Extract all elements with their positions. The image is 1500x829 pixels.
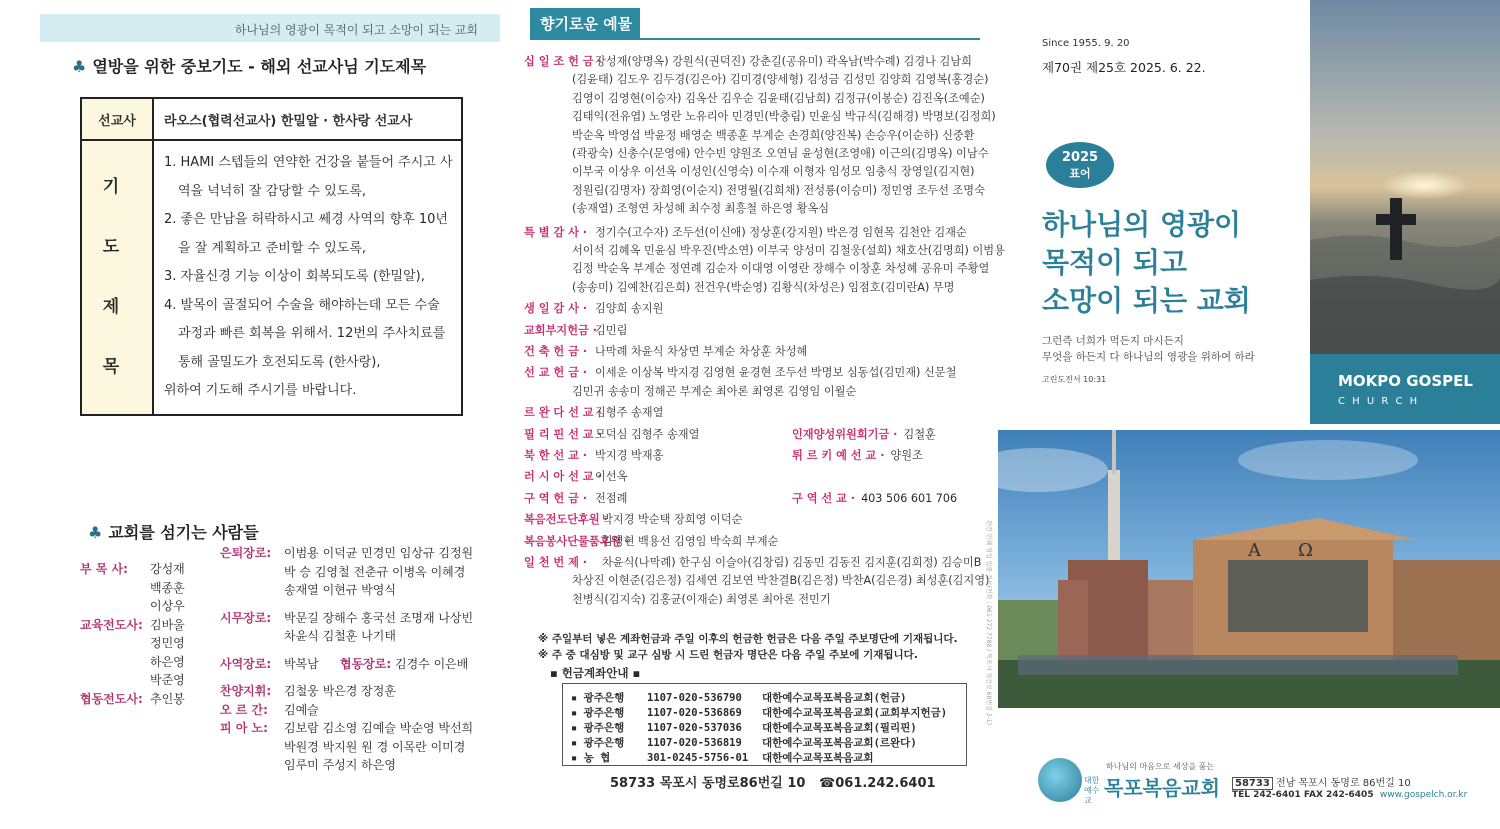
offering-names: 전점례 [595, 491, 628, 505]
brand-title: MOKPO GOSPEL [1338, 372, 1473, 390]
footer-address: 58733 전남 목포시 동명로 86번길 10 [1232, 774, 1411, 789]
offering-panel [500, 0, 1005, 829]
staff-section-title: ♣ 교회를 섬기는 사람들 [88, 523, 259, 542]
offering-row-label: 일 천 번 제 · [524, 556, 588, 569]
staff-row: 부 목 사: 강성재 [80, 562, 185, 576]
staff-line: 박원경 박지원 원 경 이목란 이미경 [284, 739, 466, 754]
prayer-label-cell [81, 140, 153, 415]
cover-panel [998, 0, 1500, 829]
offering-row-label: 특 별 감 사 · [524, 225, 588, 239]
missionary-label: 선교사 [81, 98, 153, 140]
offering-right-row: 튀 르 키 예 선 교 · 양원조 [792, 449, 923, 462]
offering-names: 차상진 이현준(김은정) 김세연 김보연 박찬결B(김은정) 박찬A(김은경) 최성훈(김지영) [572, 574, 990, 588]
account-title: ▪ 헌금계좌안내 ▪ [550, 666, 641, 680]
sun-glow [1380, 170, 1470, 200]
account-row: ▪ 광주은행 1107-020-537036 대한예수교목포복음교회(필리핀) [571, 722, 917, 734]
staff-line: 임루미 주성지 하은영 [284, 758, 396, 772]
offering-names: 김형주 송재열 [595, 406, 664, 420]
prayer-item: 2. 좋은 만남을 허락하시고 쎄경 사역의 향후 10년을 잘 계획하고 준비할 수 있도록, [164, 212, 448, 256]
offering-row-label: 생 일 감 사 · [524, 302, 588, 316]
staff-row: 은퇴장로: 이범용 이덕균 민경민 임상규 김정원 [220, 546, 474, 560]
offering-row-label: 북 한 선 교 · [524, 449, 588, 462]
motto-badge: 2025 표어 [1046, 142, 1114, 188]
prayer-table [80, 97, 463, 416]
offering-names: (곽광숙) 신총수(문영애) 안수빈 양원조 오연님 윤성현(조영애) 이근의(김명옥) 이남수 [572, 147, 989, 160]
offering-names: 김정 박순옥 부계순 정연례 김순자 이대영 이영란 장해수 이창훈 차성혜 공유미 주황열 [572, 262, 990, 276]
account-row: ▪ 광주은행 1107-020-536819 대한예수교목포복음교회(르완다) [571, 737, 917, 749]
offering-row-label: 교회부지헌금 · [524, 323, 597, 337]
account-row: ▪ 광주은행 1107-020-536790 대한예수교목포복음교회(헌금) [571, 692, 907, 704]
offering-tag: 향기로운 예물 [530, 8, 640, 40]
offering-names: 박지경 박재홍 [595, 449, 664, 462]
prayer-closing: 위하여 기도해 주시기를 바랍니다. [164, 383, 357, 398]
offering-row-label: 건 축 헌 금 · [524, 345, 588, 358]
offering-row-label: 선 교 헌 금 · [524, 366, 588, 380]
sunset-photo [1310, 0, 1500, 360]
staff-name: 박준영 [150, 673, 185, 687]
svg-text:Ω: Ω [1298, 540, 1313, 561]
account-row: ▪ 농 협 301-0245-5756-01 대한예수교목포복음교회 [571, 752, 874, 764]
cross-icon [1390, 198, 1402, 260]
offering-names: 정기수(고수자) 조두선(이신애) 정상훈(강지원) 박은경 임현목 김천안 김재순 [595, 225, 967, 239]
staff-line: 송재열 이현규 박영식 [284, 583, 396, 597]
website-link[interactable]: www.gospelch.or.kr [1379, 790, 1468, 800]
cover-motto: 하나님의 영광이 목적이 되고 소망이 되는 교회 [1042, 208, 1251, 317]
offering-row-label: 필 리 핀 선 교 · [524, 427, 602, 441]
cross-bar [1376, 214, 1416, 225]
staff-row: 사역장로: 박복남 협동장로: 김경수 이은배 [220, 656, 469, 671]
offering-names: 정원림(김명자) 장희영(이순지) 전명월(김희채) 전성룡(이승미) 정민영 조두선 조명숙 [572, 183, 985, 197]
offering-names: 박지경 박순택 장희영 이덕순 [602, 513, 743, 527]
offering-right-row: 구 역 선 교 · 403 506 601 706 [792, 491, 958, 505]
offering-names: 차윤식(나막례) 한구심 이슬아(김창림) 김동민 김동진 김지훈(김희정) 김승미B [602, 556, 982, 569]
prayer-label-line2: 제 목 [102, 297, 132, 378]
offering-right-row: 인재양성위원회기금 · 김철훈 [792, 427, 936, 441]
prayer-item: 1. HAMI 스텝들의 연약한 건강을 붙들어 주시고 사역을 넉넉히 잘 감당할 수 있도록, [164, 155, 453, 199]
prayer-items [153, 140, 462, 415]
logo-name: 목포복음교회 [1104, 776, 1220, 800]
prayer-item: 3. 자율신경 기능 이상이 회복되도록 (한밀알), [164, 269, 425, 284]
offering-names: 김영이 김영현(이승자) 김옥산 김우순 김윤태(김남희) 김정규(이봉순) 김진옥(조예순) [572, 91, 985, 105]
staff-row: 협동전도사: 추인봉 [80, 691, 185, 706]
offering-names: (송재열) 조형연 차성혜 최수정 최흥철 하은영 황옥심 [572, 202, 830, 216]
staff-name: 하은영 [150, 654, 185, 669]
bible-verse: 그런즉 너희가 먹든지 마시든지 무엇을 하든지 다 하나님의 영광을 위하여 하라 [1042, 335, 1255, 363]
prayer-item: 4. 발목이 골절되어 수술을 해야하는데 모든 수술 과정과 빠른 회복을 위해서. 12번의 주사치료를 통해 골밀도가 호전되도록 (한사랑), [164, 297, 446, 370]
staff-row: 피 아 노: 김보람 김소영 김예슬 박순영 박선희 [220, 721, 474, 735]
staff-row: 시무장로: 박문길 장해수 홍국선 조명재 나상빈 [220, 610, 474, 625]
prayer-label-line1: 기 도 [102, 177, 132, 258]
staff-name: 정민영 [150, 636, 185, 650]
church-logo-icon [1038, 758, 1082, 802]
offering-names: 김양희 송지원 [595, 302, 664, 316]
brand-subtitle: C H U R C H [1338, 396, 1420, 407]
prayer-panel [0, 0, 500, 829]
offering-note: ※ 주일부터 넣은 계좌헌금과 주일 이후의 헌금한 헌금은 다음 주일 주보명단에 기재됩니다. [538, 633, 958, 645]
church-address: 58733 목포시 동명로86번길 10 ☎061.242.6401 [610, 776, 936, 791]
svg-text:A: A [1248, 540, 1261, 561]
header-band [40, 14, 500, 42]
offering-row-label: 르 완 다 선 교 · [524, 406, 602, 420]
issue-text: 제70권 제25호 2025. 6. 22. [1042, 60, 1206, 75]
offering-row-label: 복음봉사단물품후원 · [524, 534, 630, 548]
footer-contact: TEL 242-6401 FAX 242-6405 www.gospelch.or.kr [1232, 790, 1468, 800]
offering-names: 김민림 [595, 323, 628, 337]
offering-names: 김태익(전유엽) 노영란 노유리아 민경민(박충림) 민윤심 박규식(김해경) 박명보(김정희) [572, 110, 996, 124]
offering-names: (송송미) 김예찬(김은희) 전건우(박순영) 김황식(차성은) 임점호(김미란A) 무명 [572, 280, 955, 294]
staff-row: 오 르 간: 김예슬 [220, 702, 319, 717]
offering-row-label: 복음전도단후원 · [524, 513, 608, 527]
verse-reference: 고린도전서 10:31 [1042, 375, 1107, 384]
staff-left [80, 560, 185, 708]
club-icon: ♣ [72, 57, 87, 76]
church-building-illustration [998, 430, 1500, 708]
offering-names: 천병식(김지숙) 김홍균(이재순) 최영론 최아론 전민기 [572, 592, 831, 606]
prayer-section-title: ♣ 열방을 위한 중보기도 - 해외 선교사님 기도제목 [72, 57, 427, 76]
offering-row-label: 러 시 아 선 교 · [524, 470, 602, 484]
missionary-name: 라오스(협력선교사) 한밀알 · 한사랑 선교사 [153, 98, 462, 140]
offering-names: 모덕심 김형주 송재열 [595, 427, 700, 441]
header-band-text: 하나님의 영광이 목적이 되고 소망이 되는 교회 [234, 23, 478, 37]
staff-line: 박 승 김영철 전춘규 이병옥 이혜경 [284, 564, 466, 579]
offering-names: 박순옥 박영섭 박윤정 배영순 백종훈 부계순 손경희(양진복) 손승우(이순하) 신중환 [572, 128, 975, 142]
side-print-note: 관련 인쇄 영업 법률 정보(전화 : 061 272 7788 / 목포시 영산로 60번길 2-1) [985, 520, 992, 726]
offering-names: 이세운 이상복 박지경 김영현 윤경현 조두선 박명보 심동섭(김민재) 신문철 [595, 366, 957, 380]
offering-names: 이부국 이상우 이선옥 이성인(신영숙) 이수재 이형자 임성모 임충식 장영일(김지현) [572, 165, 975, 179]
offering-names: 나막례 차윤식 차상면 부계순 차상훈 차성혜 [595, 345, 808, 358]
phone-number: ☎061.242.6401 [819, 776, 936, 791]
offering-names: 이선옥 [595, 470, 628, 484]
offering-names: 김민귀 송송미 정해곤 부계순 최아론 최영론 김영임 이월순 [572, 384, 857, 398]
staff-line: 차윤식 김철훈 나기태 [284, 629, 396, 643]
staff-row: 교육전도사: 김바울 [80, 617, 185, 632]
offering-names: (김윤태) 김도우 김두경(김은아) 김미경(양세형) 김성금 김성민 김양희 김영복(홍경순) [572, 73, 989, 87]
side-print-note-wrap [986, 520, 994, 820]
club-icon: ♣ [88, 523, 103, 542]
account-row: ▪ 광주은행 1107-020-536869 대한예수교목포복음교회(교회부지헌금) [571, 707, 948, 719]
staff-row: 찬양지휘: 김철웅 박은경 장정훈 [220, 684, 396, 698]
offering-row-label: 구 역 헌 금 · [524, 491, 588, 505]
since-text: Since 1955. 9. 20 [1042, 38, 1130, 49]
offering-names: 강성재(양명옥) 강원식(권덕진) 강춘길(공유미) 곽옥남(박수례) 김경나 김남희 [595, 55, 972, 68]
account-box [562, 683, 967, 766]
logo-small: 대한 예수교 [1084, 776, 1100, 805]
church-building-photo [998, 430, 1500, 708]
brand-band [1310, 354, 1500, 424]
offering-names: 김영현 백용선 김영임 박숙희 부계순 [602, 534, 779, 548]
staff-name: 백종훈 [150, 580, 185, 595]
offering-note: ※ 주 중 대심방 및 교구 심방 시 드린 헌금자 명단은 다음 주일 주보에 기재됩니다. [538, 649, 918, 661]
staff-name: 이상우 [150, 599, 185, 613]
staff-right [220, 544, 473, 775]
logo-tagline: 하나님의 마음으로 세상을 품는 [1106, 762, 1215, 771]
offering-row-label: 십 일 조 헌 금 · [524, 55, 602, 68]
offering-divider [530, 38, 980, 40]
offering-names: 서이석 김혜옥 민윤심 박우진(박소연) 이부국 양성미 김철웅(설희) 채호산(김명희) 이범용 [572, 244, 1005, 257]
